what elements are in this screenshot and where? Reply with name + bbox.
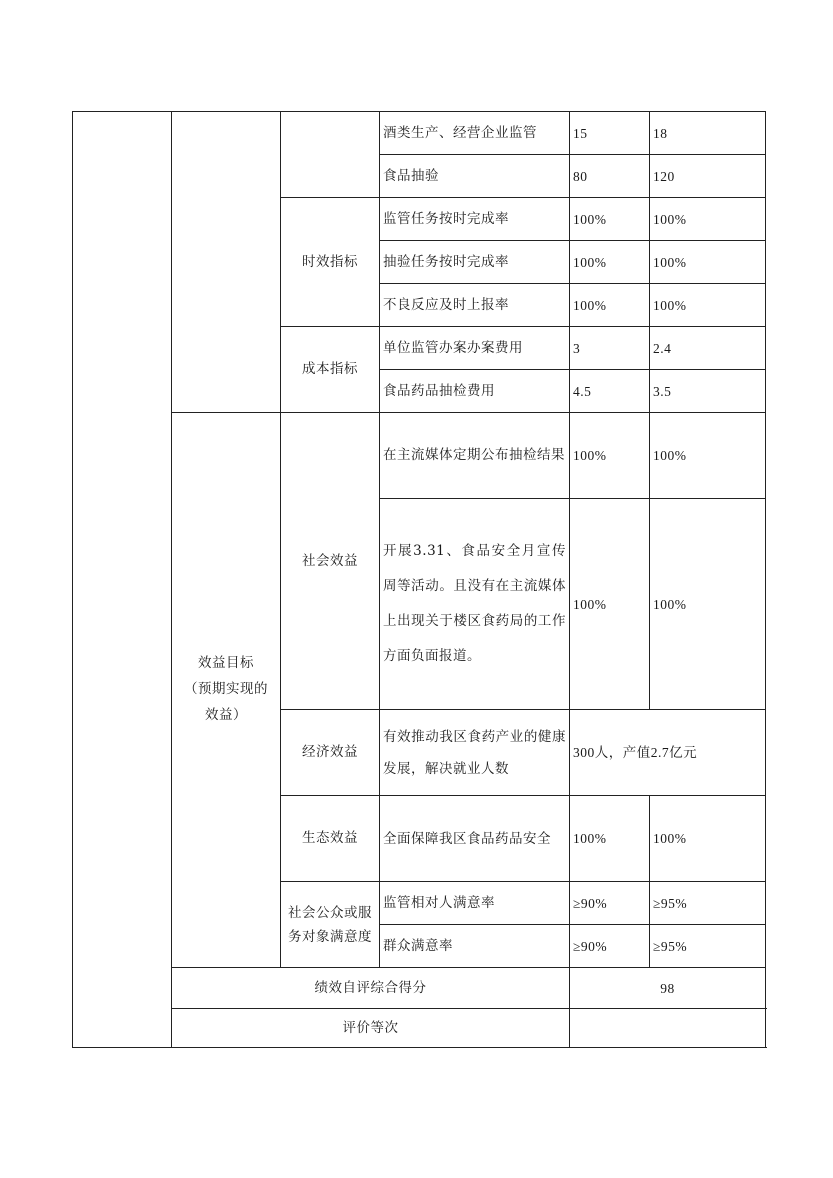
actual-cell: 120 <box>650 155 766 198</box>
actual-cell: 100% <box>650 241 766 284</box>
category-social: 社会效益 <box>281 413 380 710</box>
blank-cell <box>172 112 281 413</box>
target-cell: 4.5 <box>570 370 650 413</box>
category-ecological: 生态效益 <box>281 796 380 882</box>
actual-cell: 100% <box>650 284 766 327</box>
target-cell: 15 <box>570 112 650 155</box>
target-cell: 3 <box>570 327 650 370</box>
grade-value <box>570 1009 766 1048</box>
target-cell: ≥90% <box>570 882 650 925</box>
indicator-cell: 酒类生产、经营企业监管 <box>380 112 570 155</box>
table-row <box>73 112 766 155</box>
score-row <box>73 968 766 1009</box>
merged-value-cell: 300人，产值2.7亿元 <box>570 710 766 796</box>
target-cell: 100% <box>570 284 650 327</box>
category-timeliness: 时效指标 <box>281 198 380 327</box>
score-label: 绩效自评综合得分 <box>172 968 570 1009</box>
actual-cell: 18 <box>650 112 766 155</box>
target-cell: 100% <box>570 413 650 499</box>
indicator-cell: 群众满意率 <box>380 925 570 968</box>
actual-cell: 100% <box>650 413 766 499</box>
target-cell: ≥90% <box>570 925 650 968</box>
target-cell: 100% <box>570 241 650 284</box>
target-cell: 100% <box>570 796 650 882</box>
category-economic: 经济效益 <box>281 710 380 796</box>
indicator-cell: 监管任务按时完成率 <box>380 198 570 241</box>
category-satisfaction: 社会公众或服务对象满意度 <box>281 882 380 968</box>
grade-row <box>73 1009 766 1048</box>
indicator-cell: 在主流媒体定期公布抽检结果 <box>380 413 570 499</box>
blank-cell <box>73 112 172 1048</box>
indicator-cell: 食品药品抽检费用 <box>380 370 570 413</box>
actual-cell: 100% <box>650 198 766 241</box>
category-cost: 成本指标 <box>281 327 380 413</box>
target-cell: 100% <box>570 499 650 710</box>
actual-cell: 100% <box>650 499 766 710</box>
actual-cell: 2.4 <box>650 327 766 370</box>
blank-cell <box>281 112 380 198</box>
indicator-cell: 全面保障我区食品药品安全 <box>380 796 570 882</box>
benefit-label-line1: 效益目标 <box>198 655 254 671</box>
target-cell: 80 <box>570 155 650 198</box>
table-row <box>73 413 766 499</box>
score-value: 98 <box>570 968 766 1009</box>
actual-cell: 3.5 <box>650 370 766 413</box>
actual-cell: 100% <box>650 796 766 882</box>
target-cell: 100% <box>570 198 650 241</box>
actual-cell: ≥95% <box>650 925 766 968</box>
indicator-cell: 食品抽验 <box>380 155 570 198</box>
indicator-cell: 单位监管办案办案费用 <box>380 327 570 370</box>
indicator-cell: 监管相对人满意率 <box>380 882 570 925</box>
indicator-cell: 抽验任务按时完成率 <box>380 241 570 284</box>
indicator-cell: 不良反应及时上报率 <box>380 284 570 327</box>
benefit-label-line2: （预期实现的 <box>184 681 268 697</box>
indicator-cell: 开展3.31、食品安全月宣传周等活动。且没有在主流媒体上出现关于楼区食药局的工作方面负面报道。 <box>380 499 570 710</box>
actual-cell: ≥95% <box>650 882 766 925</box>
benefit-label-line3: 效益） <box>205 707 247 723</box>
performance-table <box>72 111 766 1048</box>
category-benefit <box>172 413 281 968</box>
indicator-cell: 有效推动我区食药产业的健康发展，解决就业人数 <box>380 710 570 796</box>
grade-label: 评价等次 <box>172 1009 570 1048</box>
